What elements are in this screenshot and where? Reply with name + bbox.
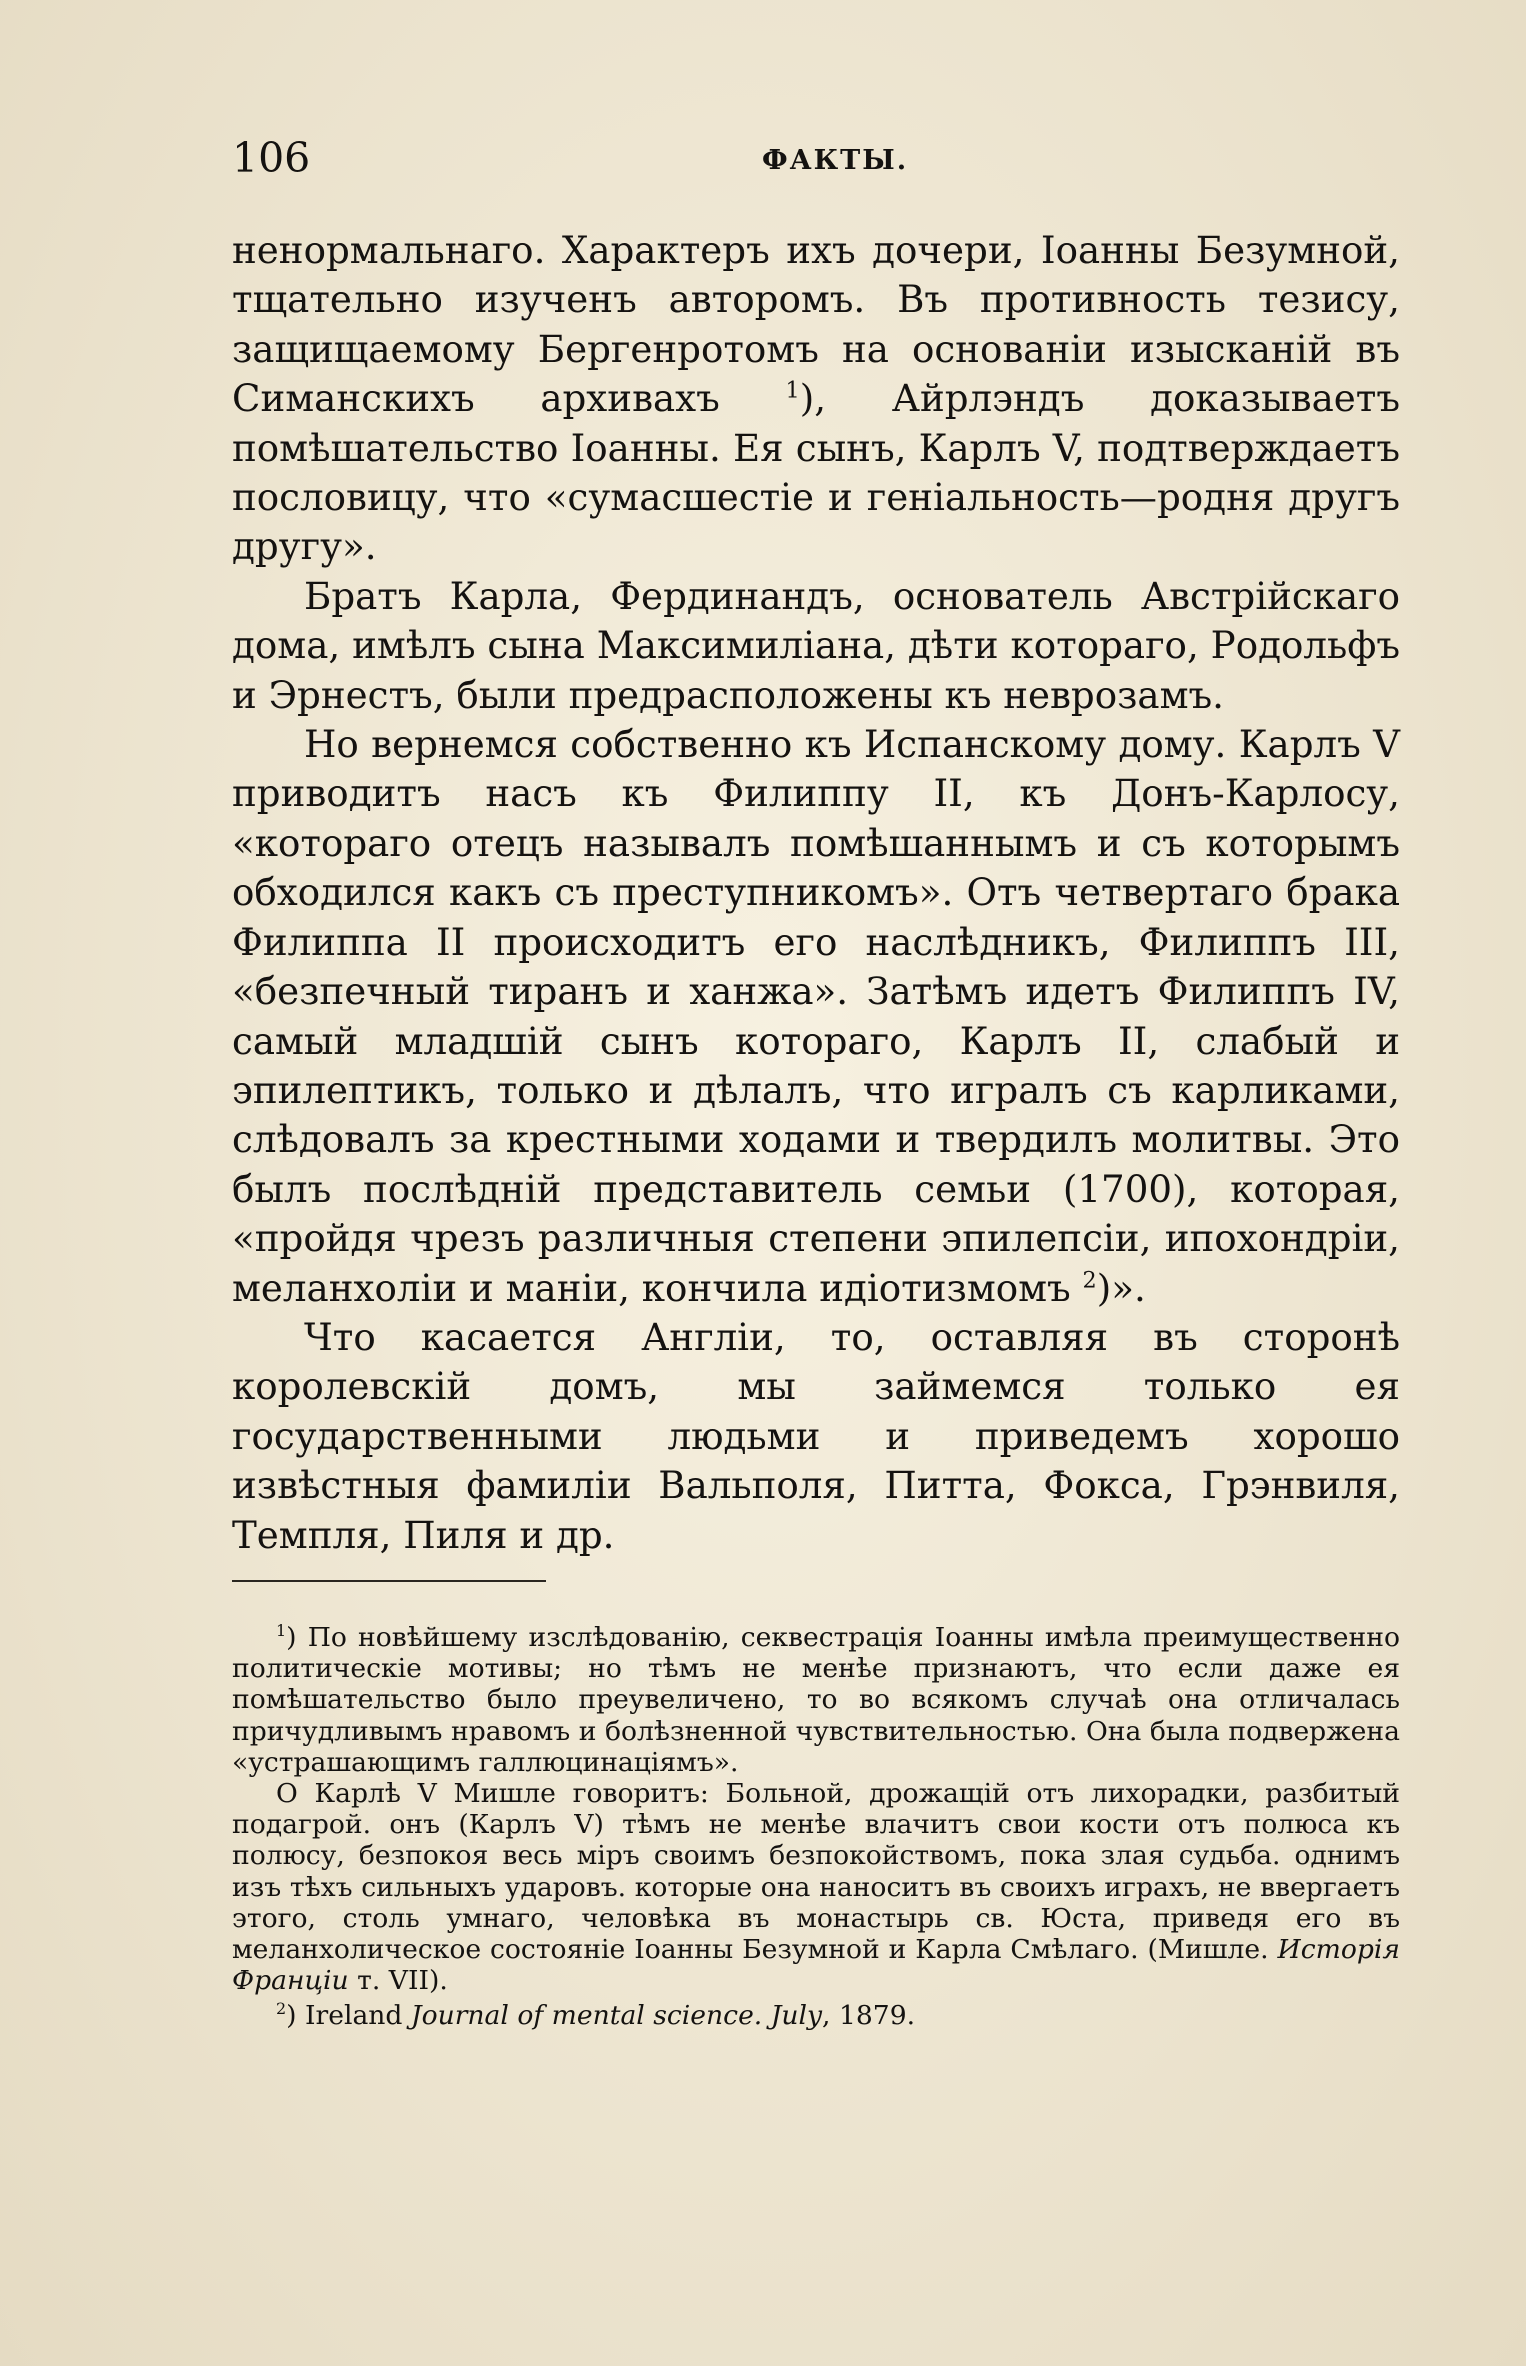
journal-title: Journal of mental science. July xyxy=(410,2000,823,2032)
footnotes xyxy=(232,1622,1400,2032)
paragraph-4: Что касается Англіи, то, оставляя въ сторонѣ королевскій домъ, мы займемся только ея государственными людьми и приведемъ хорошо извѣстныя фамиліи Вальполя, Питта, Фокса, Грэнвиля, Темпля, Пиля и др. xyxy=(232,1314,1400,1557)
page-header xyxy=(232,128,1400,188)
footnote-2: $^2$) Ireland Journal of mental science. July, 1879. xyxy=(276,1999,916,2032)
paragraph-2: Братъ Карла, Фердинандъ, основатель Австрійскаго дома, имѣлъ сына Максимиліана, дѣти котораго, Родольфъ и Эрнестъ, были предрасположены къ неврозамъ. xyxy=(232,573,1400,717)
footnote-mark-1: 1 xyxy=(276,1621,287,1641)
footnote-ref-2: 2 xyxy=(1082,1267,1097,1294)
page-number: 106 xyxy=(232,134,311,182)
paragraph-1: ненормальнаго. Характеръ ихъ дочери, Іоанны Безумной, тщательно изученъ авторомъ. Въ противность тезису, защищаемому Бергенротомъ на основаніи изысканій въ Симанскихъ архивахъ $^1$), Айрлэндъ доказываетъ помѣшательство Іоанны. Ея сынъ, Карлъ V, подтверждаетъ пословицу, что «сумасшестіе и геніальность—родня другъ другу». xyxy=(232,228,1400,569)
main-text xyxy=(232,226,1400,1560)
italic-title: Исторія Франціи xyxy=(232,1934,1400,1997)
footnote-1-continuation: О Карлѣ V Мишле говоритъ: Больной, дрожащій отъ лихорадки, разбитый подагрой. онъ (Карлъ V) тѣмъ не менѣе влачитъ свои кости отъ полюса къ полюсу, безпокоя весь міръ своимъ безпокойствомъ, пока злая судьба. однимъ изъ тѣхъ сильныхъ ударовъ. которые она наноситъ въ своихъ играхъ, не ввергаетъ этого, столь умнаго, человѣка въ монастырь св. Юста, приведя его въ меланхолическое состояніе Іоанны Безумной и Карла Смѣлаго. (Мишле. Исторія Франціи т. VII). xyxy=(232,1778,1400,1997)
footnote-1: $^1$) По новѣйшему изслѣдованію, секвестрація Іоанны имѣла преимущественно политическіе мотивы; но тѣмъ не менѣе признаютъ, что если даже ея помѣшательство было преувеличено, то во всякомъ случаѣ она отличалась причудливымъ нравомъ и болѣзненной чувствительностью. Она была подвержена «устрашающимъ галлюцинаціямъ». xyxy=(232,1621,1400,1778)
footnote-divider xyxy=(232,1580,546,1582)
running-head: ФАКТЫ. xyxy=(762,145,909,176)
footnote-mark-2: 2 xyxy=(276,1999,287,2019)
paragraph-3: Но вернемся собственно къ Испанскому дому. Карлъ V приводитъ насъ къ Филиппу II, къ Донъ-Карлосу, «котораго отецъ называлъ помѣшаннымъ и съ которымъ обходился какъ съ преступникомъ». Отъ четвертаго брака Филиппа II происходитъ его наслѣдникъ, Филиппъ III, «безпечный тиранъ и ханжа». Затѣмъ идетъ Филиппъ IV, самый младшій сынъ котораго, Карлъ II, слабый и эпилептикъ, только и дѣлалъ, что игралъ съ карликами, слѣдовалъ за крестными ходами и твердилъ молитвы. Это былъ послѣдній представитель семьи (1700), которая, «пройдя чрезъ различныя степени эпилепсіи, ипохондріи, меланхоліи и маніи, кончила идіотизмомъ $^2$)». xyxy=(232,722,1400,1310)
footnote-ref-1: 1 xyxy=(785,377,800,404)
